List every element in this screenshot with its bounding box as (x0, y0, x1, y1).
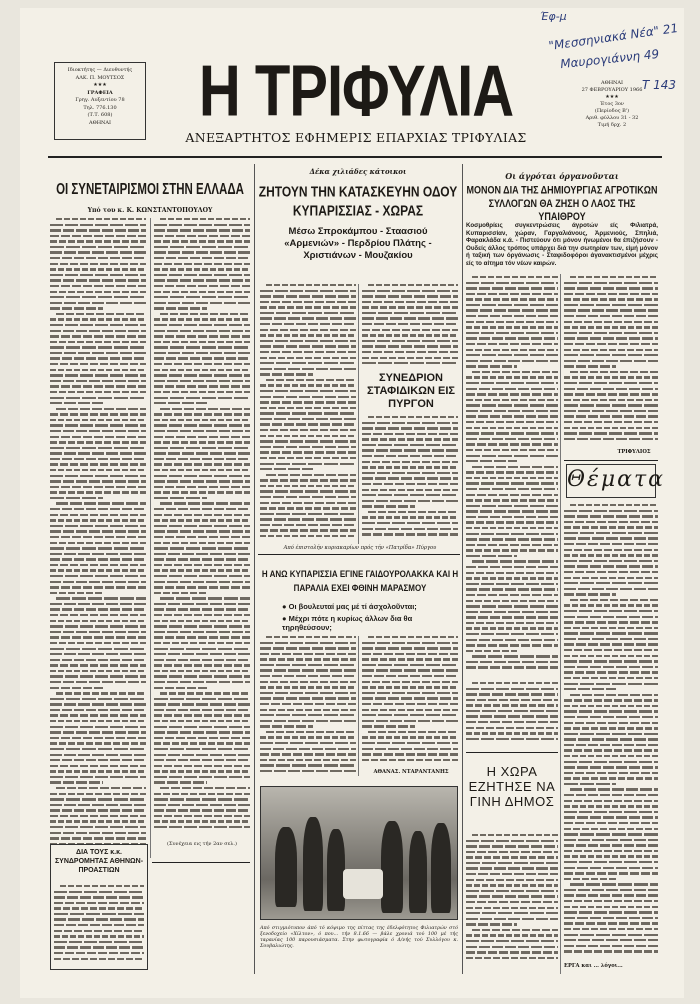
subscribers-box (50, 844, 148, 970)
handwritten-note-2: "Μεσσηνιακά Νέα" 21 (547, 20, 679, 54)
col1-headline: ΟΙ ΣΥΝΕΤΑΙΡΙΣΜΟΙ ΣΤΗΝ ΕΛΛΑΔΑ (56, 182, 244, 199)
subscribers-box-body (54, 885, 144, 967)
mid-body-a (260, 636, 356, 776)
col2-headline: ΖΗΤΟΥΝ ΤΗΝ ΚΑΤΑΣΚΕΥΗΝ ΟΔΟΥ ΚΥΠΑΡΙΣΣΙΑΣ - ΧΩΡΑΣ (258, 183, 458, 220)
owner-role: Ιδιοκτήτης — Διευθυντής (67, 67, 133, 73)
office-phone: Τηλ. 776.130 (83, 104, 117, 111)
col1-byline: Υπό του κ. Κ. ΚΩΝΣΤΑΝΤΟΠΟΥΛΟΥ (87, 207, 213, 214)
col2-body-b (362, 284, 458, 368)
party-photo (260, 786, 458, 920)
col3-lead: Κοσμοθρίεις συγκεντρώσεις άγροτών είς Φιλιατρά, Κυπαρισσίαν, χώραν, Γαργαλιάνους, Άρμενιούς, Σπηλιά, Φαρακλάδα κ.ά. - Πιστεύουν ότι μόνον ήνωμένοι θα έπιζήσουν - Ουδείς άλλος τρόπος υπάρχει διά την σωτηρίαν των, είμή μόνον ή ταξική των όργάνωσις - Σταφιδοφόροι άγανακτισμένοι μέχρις είς το αίτημα τόν νέων καιρών. (466, 222, 658, 267)
right-stars: ★★★ (605, 94, 619, 100)
photo-caption: Από στιγμιότυπον άπό τό κόψιμο της πίττας της έδελφότητος Φιλιατρών στό ξενοδοχείο «Χίλτον», ό που... τήν 8.1.66 — βάλε χρονιά τού 100 μέ τής ταρανίας 100 παρουσιάσματα. Στην φωτογραφία ό Δ/νής τού Συλλόγου κ. Σουβαλιώτης. (260, 926, 458, 949)
col1-body-b (154, 218, 250, 838)
col2-body-a (260, 284, 356, 542)
col3-body-b (564, 276, 658, 448)
masthead-subtitle: ΑΝΕΞΑΡΤΗΤΟΣ ΕΦΗΜΕΡΙΣ ΕΠΑΡΧΙΑΣ ΤΡΙΦΥΛΙΑΣ (185, 130, 527, 145)
office-address: Γρηγ. Αυξεντίου 78 (75, 97, 125, 103)
left-stars: ★★★ (93, 82, 107, 88)
themata-box (566, 464, 666, 498)
subscribers-box-title: ΔΙΑ ΤΟΥΣ κ.κ. ΣΥΝΔΡΟΜΗΤΑΣ ΑΘΗΝΩΝ-ΠΡΟΑΣΤΙΩΝ (54, 849, 144, 874)
bottom-body (466, 834, 558, 968)
mid-bullet-1: ● Οι βουλευταί μας μέ τί άσχολοῦνται; (282, 602, 417, 611)
masthead-title: Η ΤΡΙΦΥΛΙΑ (198, 50, 514, 132)
office-postal: (Τ.Τ. 608) (87, 112, 113, 118)
col3-signature: ΤΡΙΦΥΛΙΟΣ (617, 449, 651, 455)
themata-footer: ΕΡΓΑ και ... λόγοι... (564, 963, 623, 969)
issue-number: Αριθ. φύλλου 31 - 32 (585, 115, 639, 121)
col3-headline: ΜΟΝΟΝ ΔΙΑ ΤΗΣ ΔΗΜΙΟΥΡΓΙΑΣ ΑΓΡΟΤΙΚΩΝ ΣΥΛΛΟΓΩΝ ΘΑ ΖΗΣΗ Ο ΛΑΟΣ ΤΗΣ ΥΠΑΙΘΡΟΥ (466, 184, 658, 223)
masthead-right-box (568, 80, 656, 144)
owner-name: ΑΛΚ. Π. ΜΟΥΤΣΟΣ (75, 74, 125, 81)
mid-signature: ΑΘΑΝΑΣ. ΝΤΑΡΑΝΤΑΝΗΣ (373, 769, 449, 775)
col1-body-a (50, 218, 146, 853)
congress-body (362, 416, 458, 542)
themata-title: Θέματα (567, 467, 666, 492)
offices-label: ΓΡΑΦΕΙΑ (87, 89, 113, 96)
issue-year: Έτος 3ον (600, 101, 624, 107)
themata-body (564, 504, 658, 960)
col1-caption: (Συνέχεια εις τήν 2αν σελ.) (167, 841, 237, 847)
handwritten-note-1: Έφ-μ (540, 10, 567, 23)
handwritten-note-4: Τ 143 (642, 78, 677, 92)
mid-body-b (362, 636, 458, 768)
newspaper-page (20, 8, 684, 998)
issue-price: Τιμή δρχ. 2 (597, 122, 627, 128)
col2-deck: Μέσω Σπροκάμπου - Σταασιού «Αρμενιών» - Περδρίου Πλάτης - Χριστιάνων - Μουζακίου (284, 226, 432, 261)
col3-body-a (466, 276, 558, 676)
handwritten-note-3: Μαυρογιάννη 49 (559, 46, 660, 72)
issue-date: 27 ΦΕΒΡΟΥΑΡΙΟΥ 1966 (581, 87, 643, 93)
col3-body-c (466, 682, 558, 748)
issue-period: (Περίοδος Β') (594, 108, 630, 114)
office-city: ΑΘΗΝΑΙ (88, 119, 112, 126)
congress-headline: ΣΥΝΕΔΡΙΟΝ ΣΤΑΦΙΔΙΚΩΝ ΕΙΣ ΠΥΡΓΟΝ (367, 372, 455, 410)
col2-kicker: Δέκα χιλιάδες κάτοικοι (309, 167, 407, 176)
mid-headline: Η ΑΝΩ ΚΥΠΑΡΙΣΣΙΑ ΕΓΙΝΕ ΓΑΙΔΟΥΡΟΛΑΚΚΑ ΚΑΙ Η ΠΑΡΑΛΙΑ ΕΧΕΙ ΦΘΙΝΗ ΜΑΡΑΣΜΟΥ (261, 569, 459, 594)
col2-source: Από έπιστολήν κυριακαρίων πρός τήν «Πατρίδα» Πύργου (283, 545, 437, 551)
date-city: ΑΘΗΝΑΙ (600, 80, 624, 86)
masthead-left-box (54, 62, 146, 140)
bottom-headline: Η ΧΩΡΑ ΕΖΗΤΗΣΕ ΝΑ ΓΙΝΗ ΔΗΜΟΣ (468, 764, 556, 809)
mid-bullet-2: ● Μέχρι πότε η κυρίως άλλων δια θα τηρηθεύσουν; (282, 614, 413, 632)
col3-kicker: Οι άγρόται όργανοῦνται (505, 171, 619, 181)
